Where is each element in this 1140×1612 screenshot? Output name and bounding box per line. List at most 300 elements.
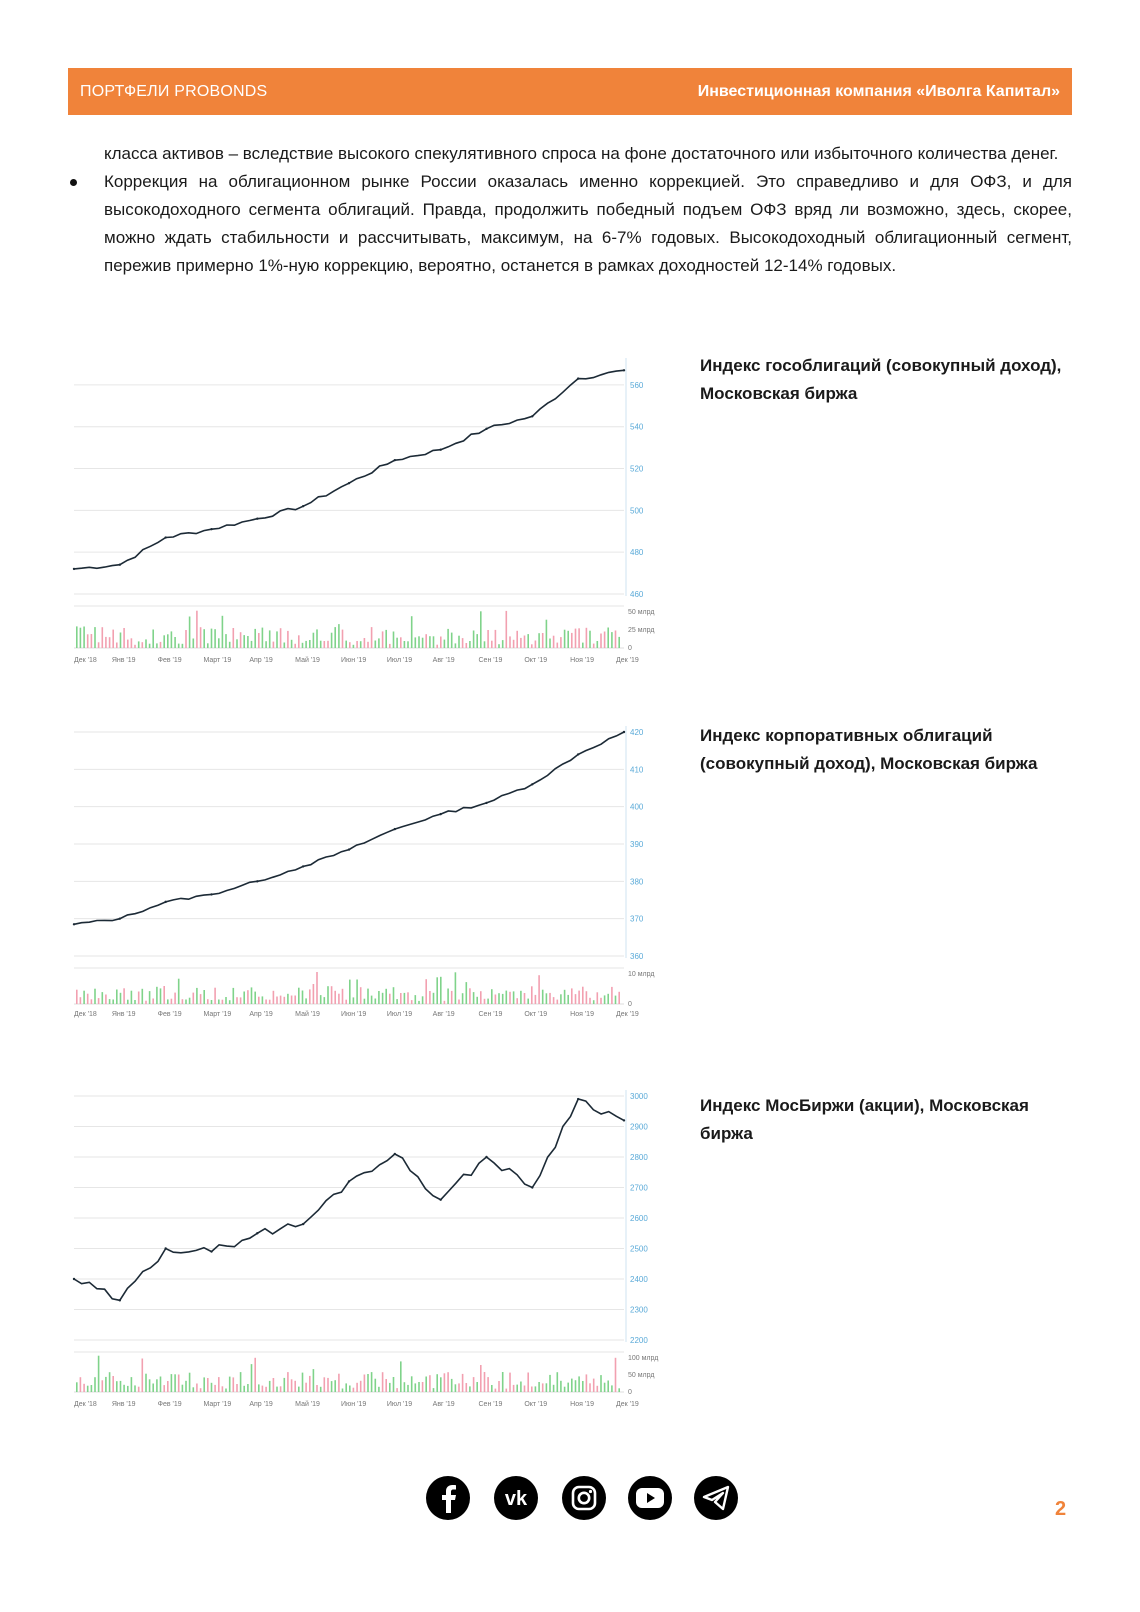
instagram-icon[interactable] (562, 1476, 606, 1520)
volume-bar (265, 1387, 267, 1392)
volume-bar (327, 1378, 329, 1392)
caption-gov-bonds: Индекс гособлигаций (совокупный доход), Московская биржа (700, 356, 1062, 403)
volume-bar (604, 995, 606, 1004)
volume-bar (142, 642, 144, 648)
volume-bar (586, 628, 588, 648)
volume-bar (557, 1000, 559, 1004)
volume-bar (509, 1373, 511, 1392)
price-point (164, 901, 166, 903)
volume-bar (611, 1385, 613, 1392)
volume-bar (247, 990, 249, 1004)
volume-bar (203, 629, 205, 648)
volume-bar (320, 1387, 322, 1392)
volume-bar (444, 640, 446, 648)
volume-bar (498, 644, 500, 648)
volume-bar (109, 1372, 111, 1392)
volume-bar (564, 1387, 566, 1392)
price-point (73, 568, 75, 570)
volume-bar (163, 986, 165, 1004)
volume-bar (411, 1376, 413, 1392)
price-point (394, 459, 396, 461)
bullet-paragraph (104, 168, 1072, 280)
volume-bar (152, 630, 154, 649)
volume-bar (134, 1385, 136, 1392)
y-tick-label: 560 (630, 380, 644, 390)
volume-bar (345, 641, 347, 648)
volume-bar (553, 997, 555, 1004)
volume-bar (243, 992, 245, 1005)
volume-bar (247, 636, 249, 648)
volume-bar (87, 634, 89, 648)
volume-bar (455, 643, 457, 648)
volume-bar (298, 1387, 300, 1392)
y-tick-label: 520 (630, 464, 644, 474)
volume-bar (338, 624, 340, 648)
volume-bar (476, 997, 478, 1004)
volume-bar (313, 1369, 315, 1392)
volume-bar (287, 994, 289, 1004)
volume-bar (607, 628, 609, 649)
volume-bar (611, 987, 613, 1004)
x-tick-label: Сен '19 (478, 1401, 503, 1408)
volume-bar (116, 990, 118, 1005)
volume-bar (433, 636, 435, 648)
volume-bar (597, 1386, 599, 1392)
volume-bar (535, 995, 537, 1004)
volume-bar (123, 1385, 125, 1392)
telegram-icon[interactable] (694, 1476, 738, 1520)
volume-bar (353, 997, 355, 1004)
price-point (119, 917, 121, 919)
volume-bar (418, 1382, 420, 1392)
volume-bar (305, 641, 307, 648)
volume-bar (367, 642, 369, 648)
volume-bar (407, 641, 409, 648)
volume-bar (506, 991, 508, 1004)
volume-bar (418, 636, 420, 648)
price-point (394, 828, 396, 830)
x-tick-label: Май '19 (295, 657, 320, 664)
volume-bar (280, 996, 282, 1004)
volume-bar (112, 1000, 114, 1005)
volume-bar (156, 987, 158, 1004)
volume-bar (451, 991, 453, 1004)
volume-bar (458, 636, 460, 648)
volume-bar (364, 1375, 366, 1393)
volume-bar (145, 639, 147, 648)
volume-bar (567, 995, 569, 1004)
volume-bar (182, 999, 184, 1004)
x-tick-label: Июн '19 (341, 1011, 367, 1018)
volume-bar (520, 1382, 522, 1393)
y-tick-label: 360 (630, 952, 644, 961)
price-point (256, 880, 258, 882)
volume-bar (371, 1372, 373, 1392)
volume-bar (411, 616, 413, 648)
x-tick-label: Дек '19 (616, 1401, 639, 1408)
volume-bar (109, 999, 111, 1004)
volume-bar (578, 991, 580, 1004)
volume-bar (582, 987, 584, 1004)
volume-bar (506, 1389, 508, 1392)
volume-bar (473, 992, 475, 1004)
volume-bar (331, 986, 333, 1004)
x-tick-label: Авг '19 (432, 657, 455, 664)
volume-bar (349, 1386, 351, 1393)
volume-bar (112, 630, 114, 648)
x-tick-label: Янв '19 (111, 1401, 136, 1408)
volume-bar (236, 997, 238, 1004)
price-series-line (74, 732, 624, 924)
volume-bar (145, 1001, 147, 1004)
volume-bar (171, 631, 173, 648)
volume-tick-label: 0 (628, 1001, 632, 1008)
volume-bar (225, 997, 227, 1004)
x-tick-label: Окт '19 (524, 1401, 548, 1408)
volume-bar (487, 1377, 489, 1392)
x-tick-label: Окт '19 (524, 657, 548, 664)
volume-bar (404, 1382, 406, 1392)
price-point (73, 1278, 75, 1280)
volume-bar (353, 1388, 355, 1392)
volume-bar (378, 991, 380, 1004)
price-point (348, 1180, 350, 1182)
volume-bar (400, 993, 402, 1004)
volume-bar (349, 980, 351, 1004)
volume-bar (593, 1379, 595, 1392)
x-tick-label: Авг '19 (432, 1011, 455, 1018)
price-point (439, 449, 441, 451)
volume-bar (502, 994, 504, 1004)
volume-bar (597, 641, 599, 648)
price-point (439, 813, 441, 815)
volume-bar (491, 989, 493, 1004)
x-tick-label: Сен '19 (478, 657, 503, 664)
volume-bar (378, 638, 380, 648)
volume-bar (462, 993, 464, 1004)
volume-bar (571, 1379, 573, 1392)
volume-bar (560, 637, 562, 648)
volume-bar (273, 1378, 275, 1392)
volume-bar (527, 634, 529, 648)
volume-bar (527, 999, 529, 1004)
volume-bar (156, 643, 158, 648)
y-tick-label: 540 (630, 422, 644, 432)
volume-bar (487, 999, 489, 1004)
facebook-icon[interactable] (426, 1476, 470, 1520)
volume-bar (447, 989, 449, 1005)
volume-bar (120, 633, 122, 649)
x-tick-label: Дек '18 (74, 657, 97, 664)
volume-bar (345, 1000, 347, 1004)
volume-bar (83, 991, 85, 1004)
x-tick-label: Март '19 (203, 1011, 232, 1018)
price-point (623, 731, 625, 733)
volume-bar (425, 634, 427, 648)
volume-bar (364, 999, 366, 1004)
volume-bar (487, 630, 489, 648)
volume-bar (371, 627, 373, 648)
x-tick-label: Дек '18 (74, 1401, 97, 1408)
volume-bar (178, 644, 180, 648)
volume-bar (222, 1386, 224, 1392)
chart-corp-bonds-svg (72, 724, 682, 1046)
volume-bar (429, 991, 431, 1004)
y-tick-label: 380 (630, 877, 644, 887)
x-tick-label: Окт '19 (524, 1011, 548, 1018)
volume-bar (385, 1379, 387, 1392)
price-series-line (74, 1099, 624, 1300)
volume-bar (400, 1361, 402, 1392)
volume-bar (254, 629, 256, 648)
volume-bar (429, 1375, 431, 1392)
volume-bar (502, 1372, 504, 1392)
volume-bar (433, 1388, 435, 1392)
volume-bar (360, 641, 362, 648)
x-tick-label: Июн '19 (341, 657, 367, 664)
volume-bar (542, 990, 544, 1004)
volume-tick-label: 100 млрд (628, 1355, 659, 1362)
volume-bar (243, 1386, 245, 1392)
volume-bar (360, 1381, 362, 1392)
bullet-text: Коррекция на облигационном рынке России оказалась именно коррекцией. Это справедливо и для ОФЗ, и для высокодоходного сегмента облигаций. Правда, продолжить победный подъем ОФЗ вряд ли возможно, здесь, скорее, можно ждать стабильности и рассчитывать, максимум, на 6-7% годовых. Высокодоходный облигационный сегмент, пережив примерно 1%-ную коррекцию, вероятно, останется в рамках доходностей 12-14% годовых. (104, 172, 1072, 275)
caption-moex-index: Индекс МосБиржи (акции), Московская биржа (700, 1096, 1029, 1143)
volume-bar (429, 636, 431, 648)
volume-bar (498, 1381, 500, 1392)
price-point (210, 528, 212, 530)
x-tick-label: Март '19 (203, 1401, 232, 1408)
volume-bar (607, 1381, 609, 1393)
volume-bar (582, 1381, 584, 1392)
volume-bar (105, 1377, 107, 1392)
volume-tick-label: 25 млрд (628, 627, 655, 634)
volume-bar (203, 1377, 205, 1392)
volume-bar (356, 1383, 358, 1392)
price-point (302, 505, 304, 507)
volume-bar (618, 637, 620, 648)
volume-bar (265, 1000, 267, 1005)
volume-bar (309, 1376, 311, 1392)
volume-bar (473, 631, 475, 649)
volume-bar (262, 1386, 264, 1392)
volume-bar (291, 1379, 293, 1392)
volume-bar (331, 633, 333, 648)
volume-bar (458, 1000, 460, 1005)
volume-bar (586, 1374, 588, 1392)
volume-bar (105, 995, 107, 1005)
volume-bar (102, 1380, 104, 1392)
volume-bar (571, 633, 573, 648)
volume-bar (316, 629, 318, 648)
x-tick-label: Июл '19 (386, 1401, 413, 1408)
volume-bar (80, 997, 82, 1004)
volume-bar (273, 991, 275, 1004)
volume-tick-label: 0 (628, 1389, 632, 1396)
x-tick-label: Июн '19 (341, 1401, 367, 1408)
volume-bar (298, 988, 300, 1004)
volume-bar (375, 999, 377, 1005)
volume-bar (469, 1386, 471, 1392)
volume-bar (538, 633, 540, 648)
volume-bar (575, 1380, 577, 1392)
volume-bar (589, 998, 591, 1004)
x-tick-label: Авг '19 (432, 1401, 455, 1408)
volume-bar (502, 640, 504, 648)
volume-bar (309, 640, 311, 648)
volume-bar (142, 989, 144, 1004)
volume-bar (604, 632, 606, 649)
volume-bar (597, 992, 599, 1004)
y-tick-label: 420 (630, 728, 644, 737)
price-point (210, 1250, 212, 1252)
volume-bar (484, 1372, 486, 1392)
volume-bar (273, 642, 275, 648)
volume-bar (302, 643, 304, 648)
price-point (485, 1156, 487, 1158)
volume-bar (422, 1382, 424, 1392)
x-tick-label: Фев '19 (157, 1401, 182, 1408)
volume-bar (152, 999, 154, 1005)
volume-bar (203, 990, 205, 1004)
volume-bar (327, 641, 329, 648)
volume-bar (436, 1374, 438, 1392)
volume-bar (171, 1374, 173, 1392)
volume-bar (491, 641, 493, 648)
volume-bar (444, 1373, 446, 1392)
volume-bar (553, 1385, 555, 1392)
volume-bar (258, 997, 260, 1004)
volume-bar (578, 628, 580, 648)
volume-bar (462, 638, 464, 648)
volume-tick-label: 50 млрд (628, 1372, 655, 1379)
chart-gov-bonds (72, 356, 682, 678)
volume-bar (447, 1372, 449, 1392)
volume-bar (236, 1384, 238, 1392)
volume-bar (389, 1383, 391, 1392)
volume-bar (138, 641, 140, 648)
volume-bar (396, 1388, 398, 1392)
volume-bar (433, 993, 435, 1004)
volume-bar (229, 1377, 231, 1392)
company-name: Инвестиционная компания «Иволга Капитал» (697, 82, 1060, 100)
volume-bar (276, 631, 278, 648)
volume-bar (342, 630, 344, 648)
volume-bar (134, 645, 136, 648)
volume-bar (131, 638, 133, 648)
vk-icon[interactable] (494, 1476, 538, 1520)
volume-bar (549, 639, 551, 649)
y-tick-label: 2400 (630, 1275, 648, 1284)
volume-bar (571, 988, 573, 1004)
volume-bar (94, 1377, 96, 1392)
volume-bar (342, 989, 344, 1004)
price-point (164, 536, 166, 538)
volume-bar (560, 994, 562, 1004)
volume-bar (91, 999, 93, 1004)
volume-bar (149, 1379, 151, 1392)
volume-bar (316, 1385, 318, 1392)
volume-bar (524, 993, 526, 1004)
x-tick-label: Апр '19 (249, 657, 273, 664)
volume-bar (174, 1374, 176, 1392)
volume-bar (567, 631, 569, 648)
price-point (577, 1098, 579, 1100)
volume-bar (404, 993, 406, 1004)
y-tick-label: 2300 (630, 1305, 648, 1315)
price-point (439, 1199, 441, 1201)
volume-bar (134, 1000, 136, 1004)
volume-bar (189, 617, 191, 649)
volume-bar (553, 636, 555, 648)
volume-bar (618, 992, 620, 1004)
volume-bar (542, 633, 544, 648)
x-tick-label: Янв '19 (111, 657, 136, 664)
volume-bar (567, 1383, 569, 1392)
volume-bar (582, 643, 584, 648)
volume-bar (262, 628, 264, 648)
volume-bar (513, 1385, 515, 1392)
volume-bar (200, 1388, 202, 1392)
price-point (623, 1119, 625, 1121)
volume-bar (302, 991, 304, 1005)
volume-bar (127, 1386, 129, 1392)
volume-bar (557, 1372, 559, 1392)
volume-bar (313, 633, 315, 648)
volume-bar (200, 627, 202, 648)
volume-bar (564, 630, 566, 648)
paragraph-1: класса активов – вследствие высокого спекулятивного спроса на фоне достаточного или избыточного количества денег. (104, 144, 1059, 163)
x-tick-label: Фев '19 (157, 657, 182, 664)
volume-tick-label: 50 млрд (628, 609, 655, 616)
price-point (577, 377, 579, 379)
volume-bar (593, 644, 595, 648)
volume-bar (353, 645, 355, 648)
volume-bar (167, 634, 169, 648)
price-point (164, 1247, 166, 1249)
volume-bar (418, 1001, 420, 1004)
volume-bar (600, 1375, 602, 1392)
volume-bar (411, 1000, 413, 1004)
volume-bar (382, 993, 384, 1004)
volume-bar (382, 631, 384, 648)
section-title: ПОРТФЕЛИ PROBONDS (80, 82, 268, 100)
youtube-icon[interactable] (628, 1476, 672, 1520)
volume-bar (163, 1385, 165, 1392)
volume-bar (152, 1384, 154, 1393)
volume-bar (564, 990, 566, 1004)
volume-bar (546, 1383, 548, 1392)
volume-bar (393, 1377, 395, 1392)
volume-bar (345, 1383, 347, 1392)
price-point (348, 848, 350, 850)
volume-bar (258, 633, 260, 648)
volume-bar (287, 631, 289, 648)
volume-bar (80, 1377, 82, 1392)
volume-bar (466, 643, 468, 648)
volume-bar (305, 1383, 307, 1392)
volume-bar (589, 1383, 591, 1392)
x-tick-label: Янв '19 (111, 1011, 136, 1018)
volume-bar (196, 611, 198, 648)
volume-bar (491, 1385, 493, 1392)
volume-bar (291, 640, 293, 648)
volume-bar (440, 637, 442, 649)
volume-bar (167, 999, 169, 1004)
volume-bar (451, 633, 453, 648)
volume-bar (520, 638, 522, 648)
volume-bar (193, 639, 195, 649)
volume-bar (516, 631, 518, 648)
